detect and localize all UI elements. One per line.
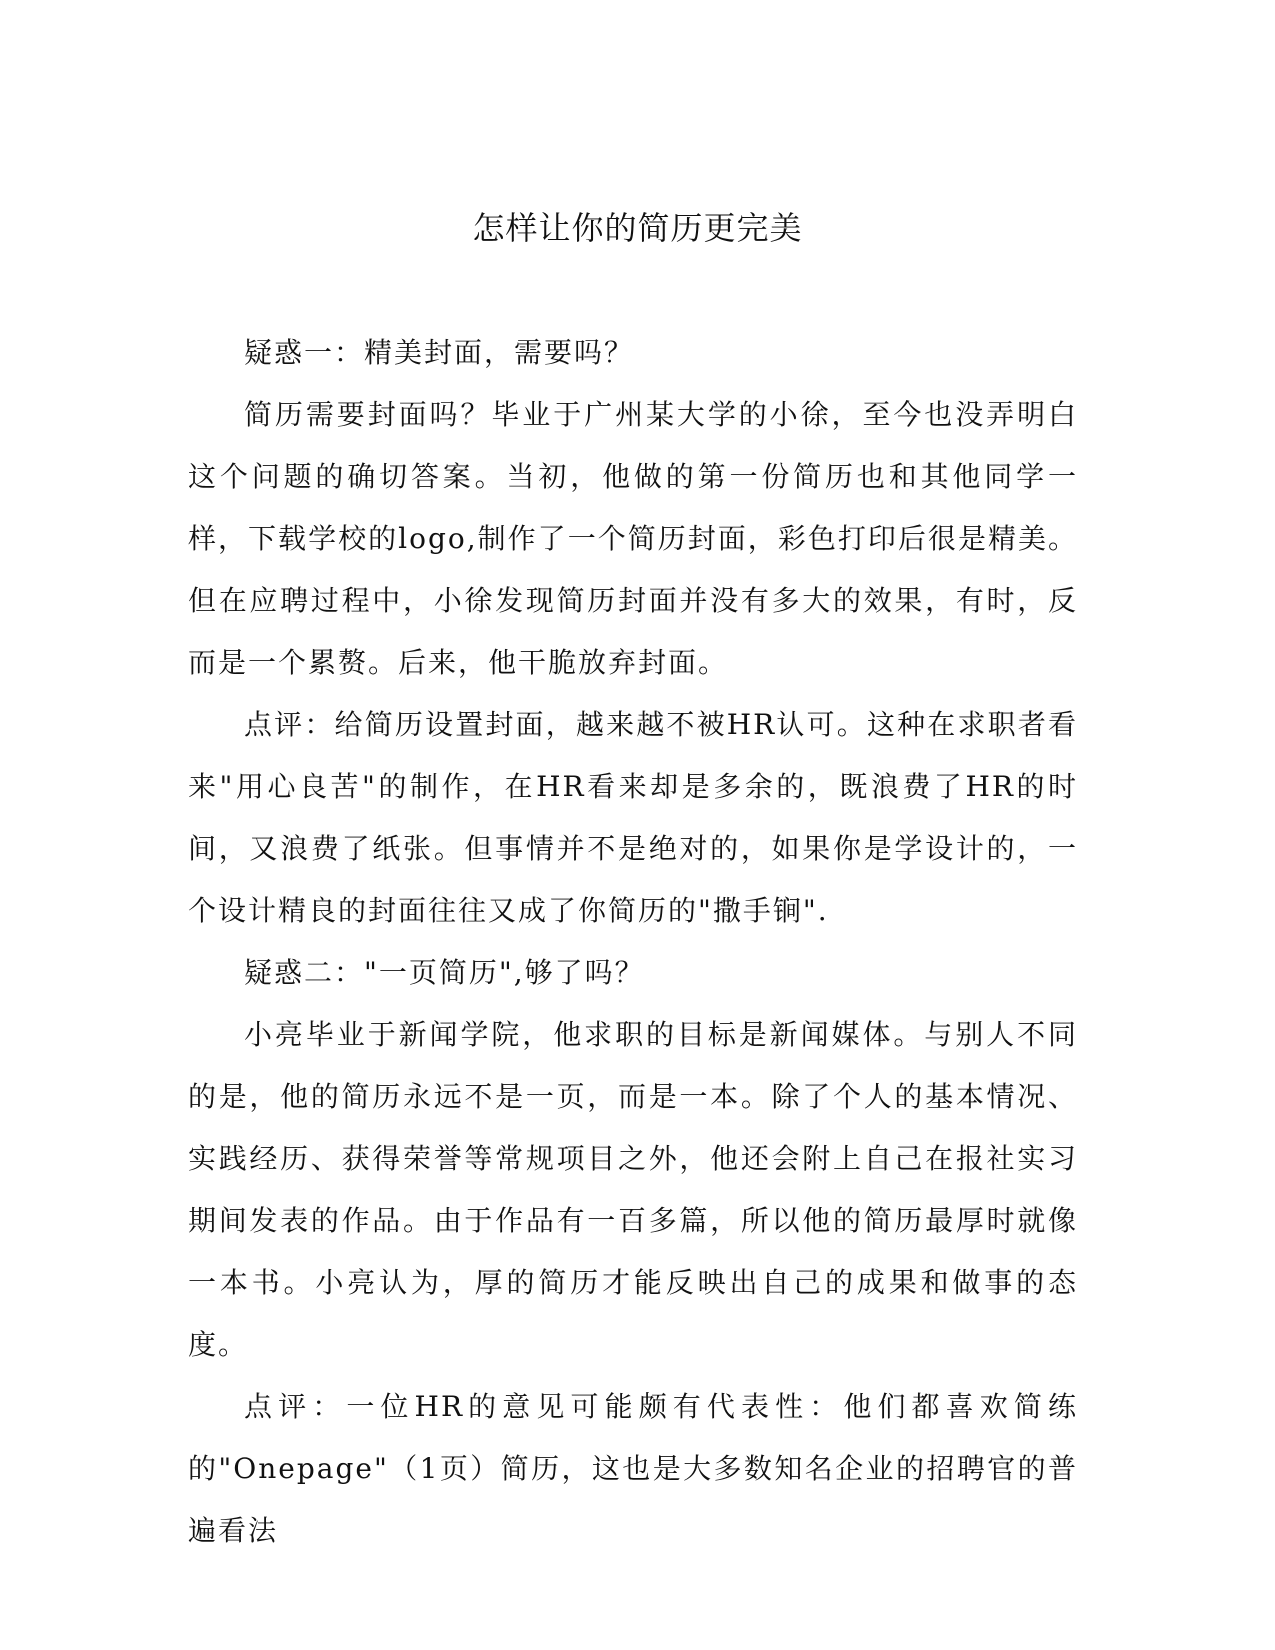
paragraph-comment-one: 点评：给简历设置封面，越来越不被HR认可。这种在求职者看来"用心良苦"的制作，在HR看来却是多余的，既浪费了HR的时间，又浪费了纸张。但事情并不是绝对的，如果你是学设计的，一个设计精良的封面往往又成了你简历的"撒手锏". — [188, 708, 1078, 927]
document-body — [188, 322, 1078, 1562]
paragraph-question-two: 疑惑二："一页简历",够了吗？ — [244, 956, 645, 989]
document-title: 怎样让你的简历更完美 — [472, 209, 803, 247]
paragraph-comment-two: 点评：一位HR的意见可能颇有代表性：他们都喜欢简练的"Onepage"（1页）简历，这也是大多数知名企业的招聘官的普遍看法 — [188, 1390, 1078, 1547]
paragraph-story-one: 简历需要封面吗？毕业于广州某大学的小徐，至今也没弄明白这个问题的确切答案。当初，他做的第一份简历也和其他同学一样，下载学校的logo,制作了一个简历封面，彩色打印后很是精美。但在应聘过程中，小徐发现简历封面并没有多大的效果，有时，反而是一个累赘。后来，他干脆放弃封面。 — [188, 398, 1078, 679]
paragraph-question-one: 疑惑一：精美封面，需要吗？ — [244, 336, 635, 369]
paragraph-story-two: 小亮毕业于新闻学院，他求职的目标是新闻媒体。与别人不同的是，他的简历永远不是一页，而是一本。除了个人的基本情况、实践经历、获得荣誉等常规项目之外，他还会附上自己在报社实习期间发表的作品。由于作品有一百多篇，所以他的简历最厚时就像一本书。小亮认为，厚的简历才能反映出自己的成果和做事的态度。 — [188, 1018, 1078, 1361]
